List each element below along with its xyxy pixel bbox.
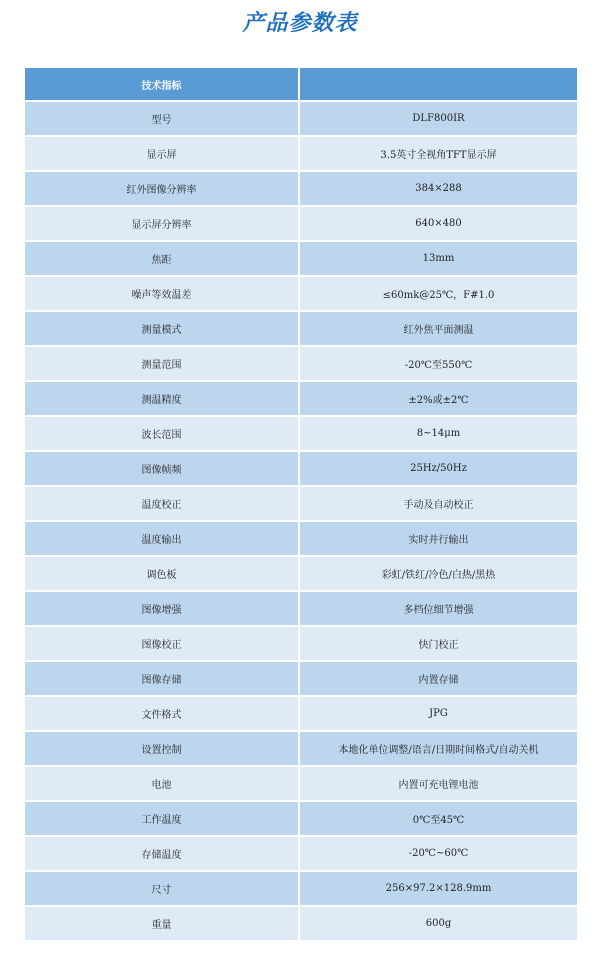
- table-row: [24, 416, 578, 451]
- table-row: [24, 906, 578, 941]
- spec-value: 384×288: [299, 171, 578, 206]
- table-row: [24, 661, 578, 696]
- spec-name: 图像帧频: [24, 451, 299, 486]
- spec-value: 多档位细节增强: [299, 591, 578, 626]
- table-row: [24, 486, 578, 521]
- spec-value: 3.5英寸全视角TFT显示屏: [299, 136, 578, 171]
- table-row: [24, 521, 578, 556]
- spec-value: 实时并行输出: [299, 521, 578, 556]
- table-row: [24, 591, 578, 626]
- spec-name: 文件格式: [24, 696, 299, 731]
- spec-value: 256×97.2×128.9mm: [299, 871, 578, 906]
- table-header-row: [24, 67, 578, 101]
- table-row: [24, 451, 578, 486]
- spec-value: 25Hz/50Hz: [299, 451, 578, 486]
- spec-name: 设置控制: [24, 731, 299, 766]
- spec-value: 内置可充电锂电池: [299, 766, 578, 801]
- table-row: [24, 346, 578, 381]
- spec-name: 焦距: [24, 241, 299, 276]
- spec-name: 显示屏: [24, 136, 299, 171]
- table-row: [24, 836, 578, 871]
- header-spec-name: 技术指标: [24, 67, 299, 101]
- spec-value: 内置存储: [299, 661, 578, 696]
- spec-value: 13mm: [299, 241, 578, 276]
- header-spec-value: [299, 67, 578, 101]
- spec-value: 彩虹/铁红/冷色/白热/黑热: [299, 556, 578, 591]
- spec-value: 本地化单位调整/语言/日期时间格式/自动关机: [299, 731, 578, 766]
- spec-value: 红外焦平面测温: [299, 311, 578, 346]
- table-row: [24, 171, 578, 206]
- spec-name: 图像校正: [24, 626, 299, 661]
- spec-name: 红外图像分辨率: [24, 171, 299, 206]
- spec-value: -20℃~60℃: [299, 836, 578, 871]
- table-row: [24, 206, 578, 241]
- spec-name: 图像增强: [24, 591, 299, 626]
- table-row: [24, 766, 578, 801]
- table-row: [24, 101, 578, 136]
- spec-name: 电池: [24, 766, 299, 801]
- spec-value: -20℃至550℃: [299, 346, 578, 381]
- table-row: [24, 696, 578, 731]
- spec-name: 温度校正: [24, 486, 299, 521]
- table-row: [24, 731, 578, 766]
- table-row: [24, 626, 578, 661]
- spec-value: ≤60mk@25℃，F#1.0: [299, 276, 578, 311]
- spec-name: 显示屏分辨率: [24, 206, 299, 241]
- spec-value: ±2%或±2℃: [299, 381, 578, 416]
- spec-value: 600g: [299, 906, 578, 941]
- spec-name: 温度输出: [24, 521, 299, 556]
- page-title: 产品参数表: [242, 11, 358, 36]
- table-row: [24, 311, 578, 346]
- spec-name: 测量模式: [24, 311, 299, 346]
- spec-value: JPG: [299, 696, 578, 731]
- table-row: [24, 801, 578, 836]
- spec-name: 测温精度: [24, 381, 299, 416]
- table-row: [24, 136, 578, 171]
- table-row: [24, 556, 578, 591]
- table-row: [24, 871, 578, 906]
- spec-name: 调色板: [24, 556, 299, 591]
- spec-name: 图像存储: [24, 661, 299, 696]
- spec-name: 测量范围: [24, 346, 299, 381]
- spec-name: 型号: [24, 101, 299, 136]
- spec-name: 波长范围: [24, 416, 299, 451]
- spec-name: 噪声等效温差: [24, 276, 299, 311]
- table-row: [24, 276, 578, 311]
- spec-value: 快门校正: [299, 626, 578, 661]
- spec-name: 工作温度: [24, 801, 299, 836]
- spec-table: [23, 66, 579, 942]
- spec-value: 640×480: [299, 206, 578, 241]
- table-row: [24, 241, 578, 276]
- spec-name: 存储温度: [24, 836, 299, 871]
- spec-value: DLF800IR: [299, 101, 578, 136]
- spec-name: 尺寸: [24, 871, 299, 906]
- spec-name: 重量: [24, 906, 299, 941]
- table-row: [24, 381, 578, 416]
- spec-value: 手动及自动校正: [299, 486, 578, 521]
- spec-value: 8~14μm: [299, 416, 578, 451]
- spec-value: 0℃至45℃: [299, 801, 578, 836]
